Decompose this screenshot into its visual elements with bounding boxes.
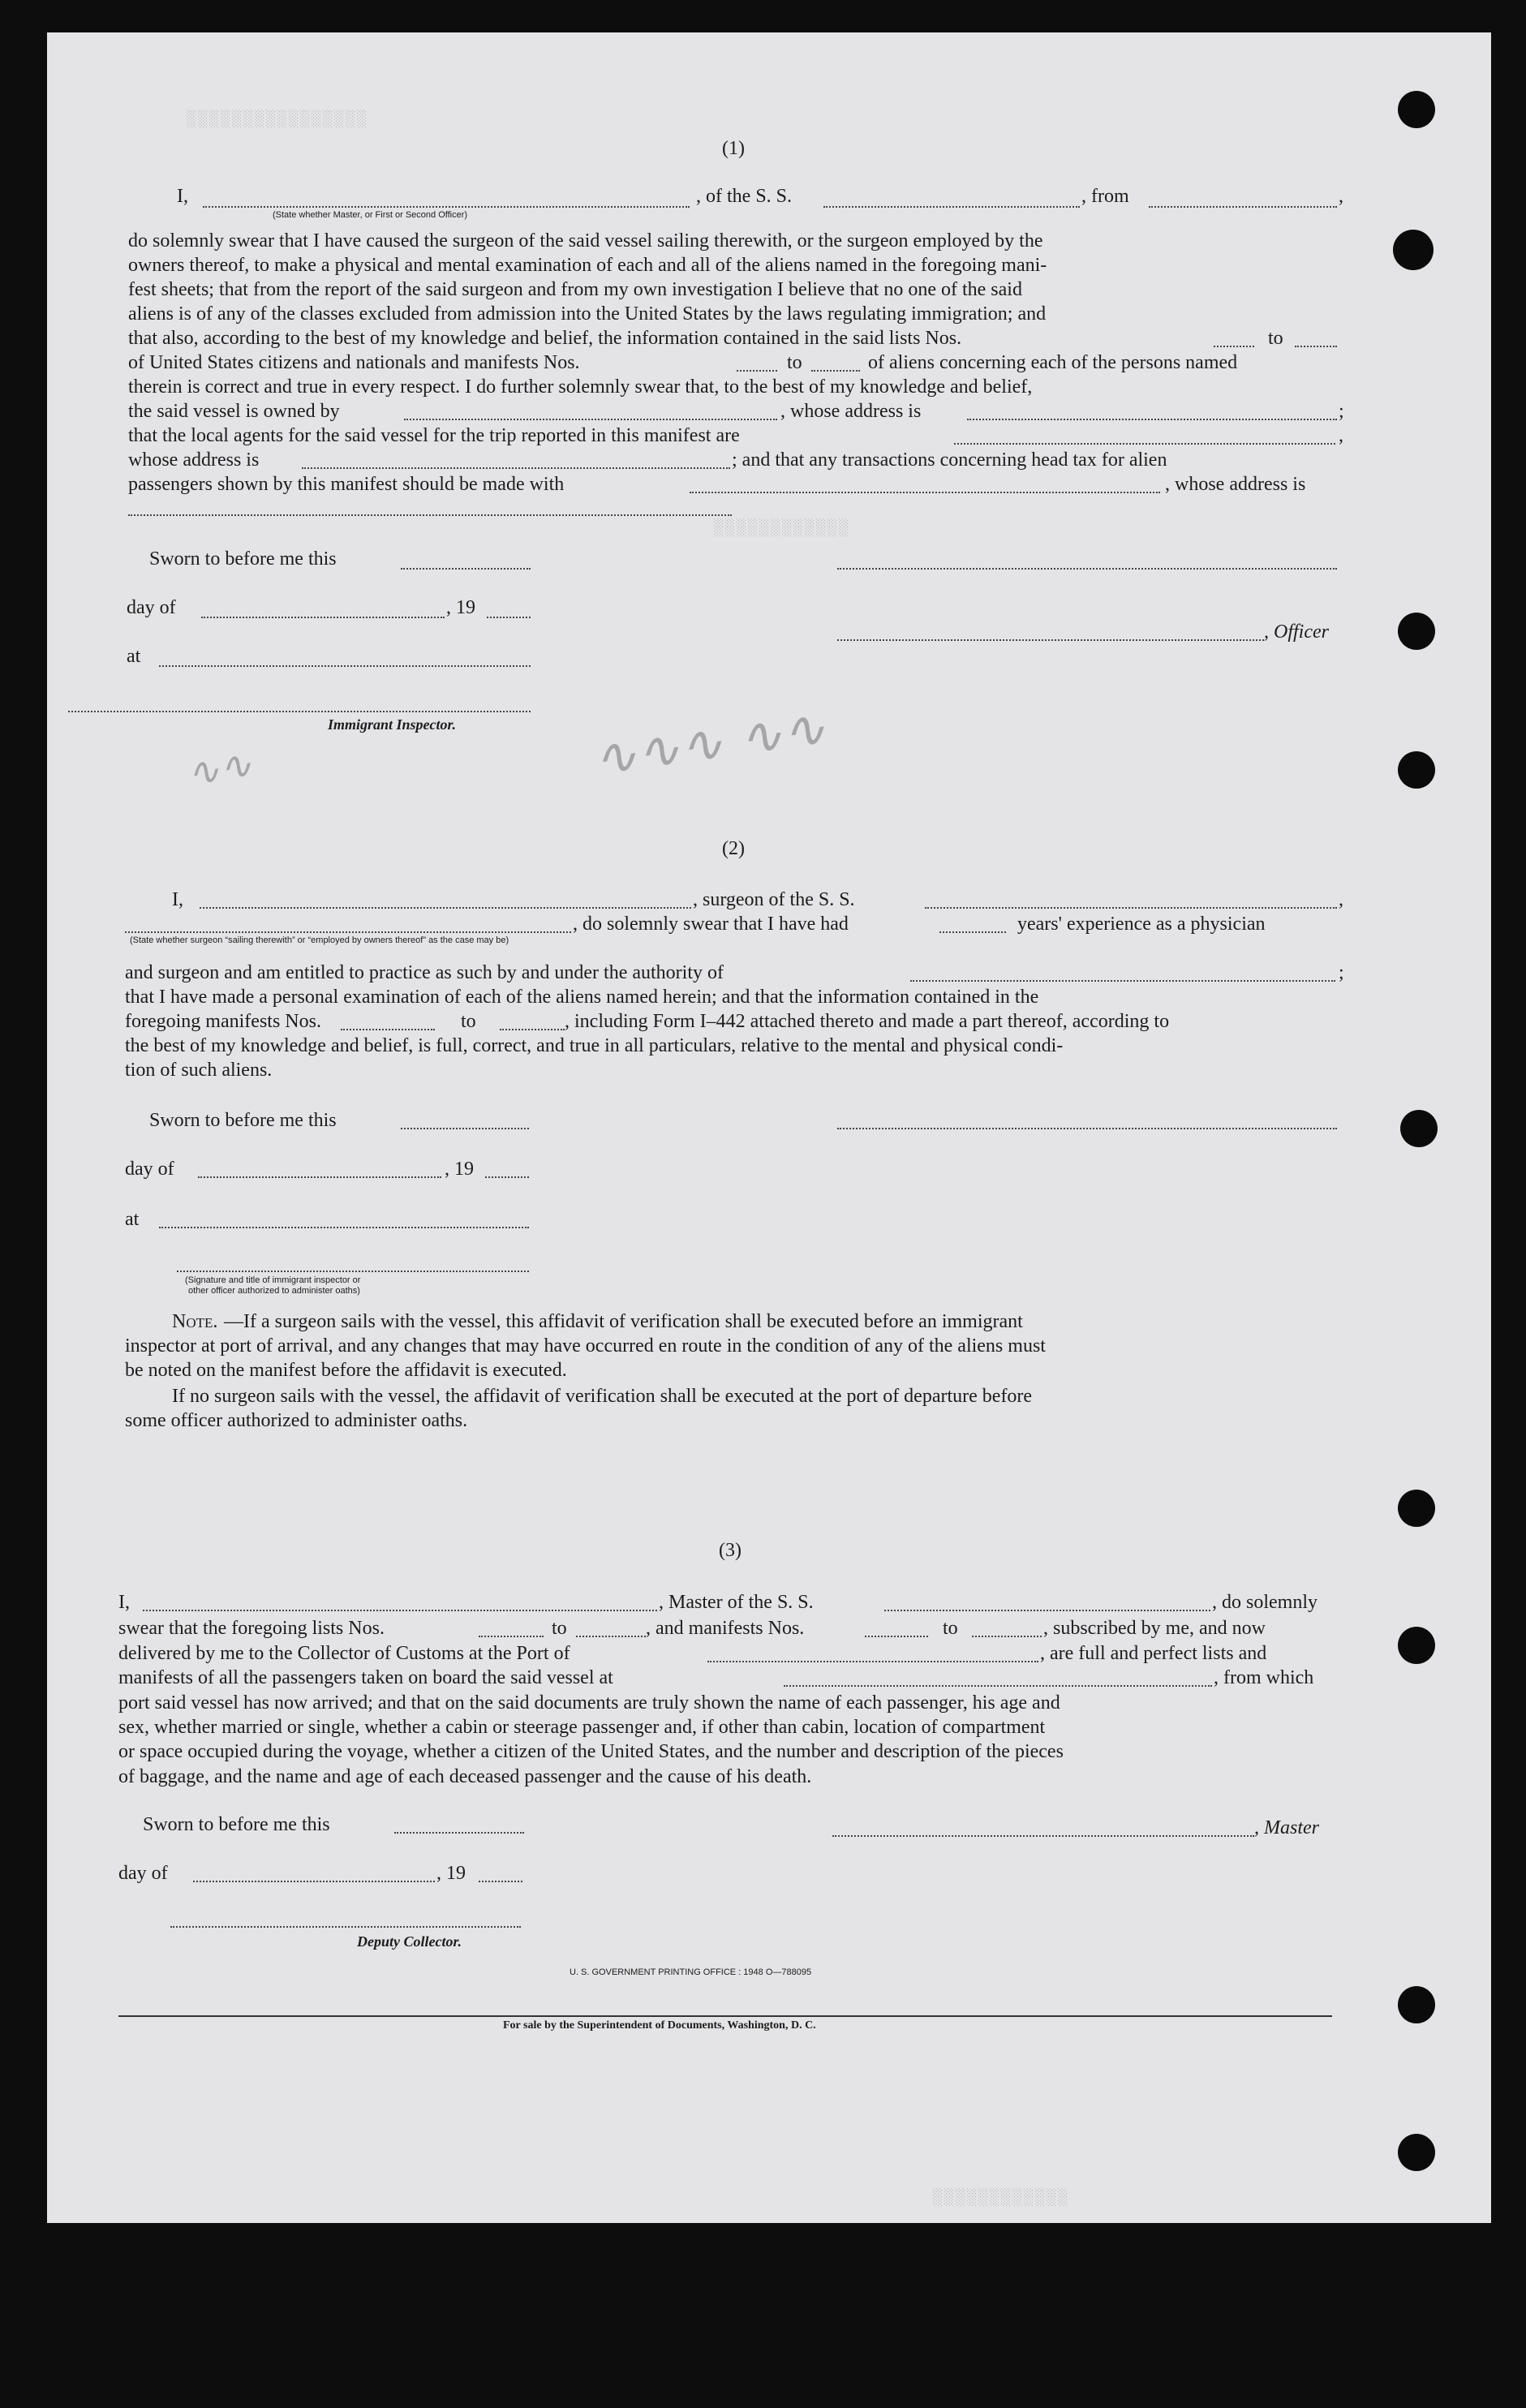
note-label: Note. <box>172 1311 218 1332</box>
vessel-field <box>884 1610 1210 1611</box>
oath-text: to <box>552 1618 567 1639</box>
oath-text: years' experience as a physician <box>1017 914 1266 935</box>
oath-text: ; <box>1339 401 1344 422</box>
oath-text: port said vessel has now arrived; and that on the said documents are truly shown the name of each passenger, his age and <box>118 1692 1060 1714</box>
oath-text: ; and that any transactions concerning head tax for alien <box>732 449 1167 471</box>
signature-caption: (Signature and title of immigrant inspector or <box>185 1275 361 1285</box>
sworn-label: Sworn to before me this <box>149 1110 337 1131</box>
printing-office-note: U. S. GOVERNMENT PRINTING OFFICE : 1948 O—788095 <box>570 1967 812 1977</box>
sworn-day-field <box>394 1832 524 1834</box>
authority-field <box>910 980 1335 982</box>
note-text: be noted on the manifest before the affidavit is executed. <box>125 1360 567 1381</box>
oath-text: whose address is <box>128 449 260 471</box>
month-field <box>193 1881 435 1882</box>
officer-label: , Officer <box>1264 621 1329 643</box>
year-field <box>487 617 531 618</box>
agents-field <box>954 443 1335 445</box>
blank-field <box>737 370 777 372</box>
sworn-label: Sworn to before me this <box>149 548 337 570</box>
month-field <box>201 617 445 618</box>
oath-text: owners thereof, to make a physical and mental examination of each and all of the aliens named in the foregoing mani- <box>128 255 1047 276</box>
sworn-day-field <box>401 568 531 570</box>
address-field <box>967 419 1337 420</box>
surgeon-status-field <box>125 931 571 933</box>
punch-hole <box>1398 1490 1435 1527</box>
oath-text: passengers shown by this manifest should be made with <box>128 474 565 495</box>
note-text: inspector at port of arrival, and any changes that may have occurred en route in the condition of any of the aliens must <box>125 1335 1046 1357</box>
oath-text: , and manifests Nos. <box>646 1618 805 1639</box>
punch-hole <box>1398 613 1435 650</box>
oath-text: , subscribed by me, and now <box>1043 1618 1266 1639</box>
surgeon-name-field <box>200 907 691 909</box>
manifests-from-field <box>865 1636 928 1637</box>
at-label: at <box>125 1209 140 1230</box>
bleed-through-mark: ░░░░░░░░░░░░░░░░ <box>187 110 369 129</box>
oath-text: that I have made a personal examination of each of the aliens named herein; and that the information contained in the <box>125 987 1039 1008</box>
place-field <box>159 665 531 667</box>
footer-rule <box>118 2015 1332 2017</box>
oath-text: to <box>1268 328 1283 349</box>
oath-text: to <box>787 352 802 373</box>
oath-text: delivered by me to the Collector of Customs at the Port of <box>118 1643 570 1664</box>
note-text: If no surgeon sails with the vessel, the affidavit of verification shall be executed at the port of departure before <box>172 1386 1033 1407</box>
oath-text: , including Form I–442 attached thereto and made a part thereof, according to <box>565 1011 1170 1032</box>
oath-text: , from <box>1081 186 1129 207</box>
bleed-through-mark: ░░░░░░░░░░░░ <box>933 2189 1070 2208</box>
year-field <box>479 1881 522 1882</box>
blank-field <box>1295 346 1337 347</box>
oath-text: and surgeon and am entitled to practice as such by and under the authority of <box>125 962 724 983</box>
year-field <box>485 1176 529 1178</box>
oath-text: , of the S. S. <box>696 186 793 207</box>
oath-text: , whose address is <box>1165 474 1306 495</box>
oath-text: , Master of the S. S. <box>659 1592 814 1613</box>
oath-text: to <box>461 1011 476 1032</box>
inspector-signature-line <box>177 1271 529 1272</box>
punch-hole <box>1398 1986 1435 2023</box>
surgeon-signature-line <box>837 1128 1337 1129</box>
years-field <box>939 931 1006 933</box>
handwriting-mark: ∿∿ <box>183 741 256 798</box>
oath-text: , do solemnly swear that I have had <box>573 914 849 935</box>
oath-text: , are full and perfect lists and <box>1040 1643 1267 1664</box>
manifest-from-field <box>341 1029 435 1030</box>
inspector-signature-line <box>68 711 531 712</box>
manifests-to-field <box>972 1636 1042 1637</box>
oath-text: tion of such aliens. <box>125 1060 273 1081</box>
port-field <box>707 1661 1038 1662</box>
master-label: , Master <box>1254 1817 1319 1838</box>
field-caption: (State whether surgeon “sailing therewith” or “employed by owners thereof” as the case may be) <box>130 935 509 945</box>
oath-text: , <box>1339 425 1343 446</box>
oath-text: manifests of all the passengers taken on board the said vessel at <box>118 1667 613 1688</box>
blank-field <box>823 206 1080 208</box>
oath-text: I, <box>177 186 188 207</box>
oath-text: I, <box>172 889 183 910</box>
oath-text: of baggage, and the name and age of each deceased passenger and the cause of his death. <box>118 1766 812 1787</box>
punch-hole <box>1398 2134 1435 2171</box>
year-label: , 19 <box>436 1863 466 1884</box>
master-name-field <box>143 1610 657 1611</box>
note-text: —If a surgeon sails with the vessel, this affidavit of verification shall be executed before an immigrant <box>224 1311 1023 1332</box>
bleed-through-mark: ░░░░░░░░░░░░ <box>714 519 851 538</box>
oath-text: , surgeon of the S. S. <box>693 889 855 910</box>
place-field <box>159 1227 529 1228</box>
oath-text: , whose address is <box>780 401 922 422</box>
handwriting-mark: ∿∿∿ ∿∿ <box>589 698 830 790</box>
oath-text: of United States citizens and nationals and manifests Nos. <box>128 352 580 373</box>
day-of-label: day of <box>127 597 176 618</box>
oath-text: the best of my knowledge and belief, is full, correct, and true in all particulars, relative to the mental and physical condi- <box>125 1035 1064 1056</box>
section-3-heading: (3) <box>719 1540 742 1561</box>
deputy-signature-line <box>170 1926 521 1928</box>
address-field <box>128 514 732 516</box>
owner-field <box>404 419 777 420</box>
oath-text: I, <box>118 1592 130 1613</box>
oath-text: foregoing manifests Nos. <box>125 1011 321 1032</box>
blank-field <box>1214 346 1254 347</box>
deputy-label: Deputy Collector. <box>357 1933 462 1950</box>
officer-signature-line <box>837 568 1337 570</box>
blank-field <box>1149 206 1337 208</box>
address-field <box>302 467 730 469</box>
oath-text: do solemnly swear that I have caused the surgeon of the said vessel sailing therewith, or the surgeon employed by the <box>128 230 1043 252</box>
head-tax-field <box>690 492 1160 493</box>
section-2-heading: (2) <box>722 838 745 859</box>
oath-text: , <box>1339 186 1343 207</box>
lists-to-field <box>576 1636 646 1637</box>
oath-text: , from which <box>1214 1667 1314 1688</box>
field-caption: (State whether Master, or First or Second Officer) <box>273 210 468 220</box>
master-signature-line <box>832 1835 1254 1837</box>
at-label: at <box>127 646 141 667</box>
oath-text: swear that the foregoing lists Nos. <box>118 1618 385 1639</box>
oath-text: therein is correct and true in every respect. I do further solemnly swear that, to the best of my knowledge and belief, <box>128 376 1033 398</box>
blank-field <box>811 370 860 372</box>
oath-text: , do solemnly <box>1212 1592 1318 1613</box>
punch-hole <box>1398 751 1435 789</box>
oath-text: or space occupied during the voyage, whether a citizen of the United States, and the number and description of the pieces <box>118 1741 1064 1762</box>
day-of-label: day of <box>118 1863 168 1884</box>
sale-notice: For sale by the Superintendent of Documents, Washington, D. C. <box>503 2019 816 2032</box>
oath-text: aliens is of any of the classes excluded from admission into the United States by the laws regulating immigration; and <box>128 303 1047 325</box>
punch-hole <box>1393 230 1434 270</box>
oath-text: , <box>1339 889 1343 910</box>
punch-hole <box>1398 1627 1435 1664</box>
embark-port-field <box>784 1685 1212 1687</box>
year-label: , 19 <box>445 1159 474 1180</box>
manifest-to-field <box>500 1029 565 1030</box>
inspector-label: Immigrant Inspector. <box>328 716 457 733</box>
blank-field <box>203 206 690 208</box>
note-text: some officer authorized to administer oaths. <box>125 1410 468 1431</box>
oath-text: fest sheets; that from the report of the said surgeon and from my own investigation I believe that no one of the said <box>128 279 1022 300</box>
year-label: , 19 <box>446 597 475 618</box>
punch-hole <box>1400 1110 1438 1147</box>
vessel-field <box>925 907 1337 909</box>
oath-text: sex, whether married or single, whether a cabin or steerage passenger and, if other than cabin, location of compartment <box>118 1717 1046 1738</box>
section-1-heading: (1) <box>722 138 745 159</box>
oath-text: ; <box>1339 962 1344 983</box>
month-field <box>198 1176 441 1178</box>
oath-text: of aliens concerning each of the persons named <box>868 352 1238 373</box>
sworn-day-field <box>401 1128 529 1129</box>
day-of-label: day of <box>125 1159 174 1180</box>
oath-text: the said vessel is owned by <box>128 401 340 422</box>
oath-text: that also, according to the best of my knowledge and belief, the information contained in the said lists Nos. <box>128 328 962 349</box>
oath-text: to <box>943 1618 958 1639</box>
punch-hole <box>1398 91 1435 128</box>
signature-caption: other officer authorized to administer oaths) <box>188 1286 360 1296</box>
sworn-label: Sworn to before me this <box>143 1814 330 1835</box>
officer-signature-line <box>837 639 1264 641</box>
oath-text: that the local agents for the said vessel for the trip reported in this manifest are <box>128 425 740 446</box>
lists-from-field <box>479 1636 544 1637</box>
